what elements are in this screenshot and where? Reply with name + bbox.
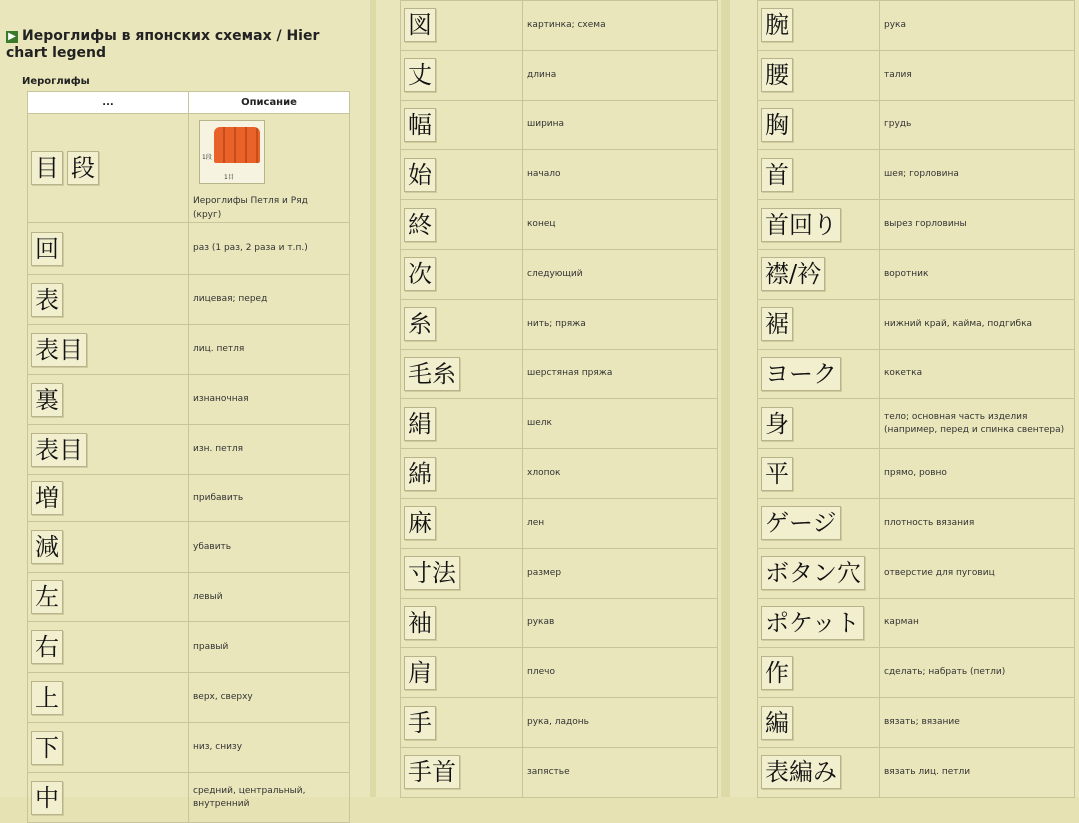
description-cell	[523, 598, 718, 648]
description-text: рукав	[527, 617, 555, 628]
description-text: лен	[527, 517, 545, 528]
table-row	[758, 498, 1075, 548]
kanji-cell	[758, 747, 880, 797]
kanji-glyph: ヨーク	[761, 357, 841, 391]
description-text: верх, сверху	[193, 692, 253, 702]
description-cell	[523, 50, 718, 100]
kanji-cell	[758, 1, 880, 51]
description-text: Иероглифы Петля и Ряд (круг)	[193, 196, 308, 220]
column-header: ...	[28, 92, 189, 114]
table-row	[401, 249, 718, 299]
table-row	[28, 475, 350, 522]
kanji-glyph: 始	[404, 158, 436, 192]
kanji-cell	[401, 747, 523, 797]
description-text: талия	[884, 69, 912, 80]
kanji-glyph: ポケット	[761, 606, 864, 640]
description-text: размер	[527, 567, 562, 578]
kanji-cell	[401, 1, 523, 51]
kanji-glyph: 腰	[761, 58, 793, 92]
table-row	[28, 325, 350, 375]
kanji-cell	[758, 449, 880, 499]
kanji-glyph: 段	[67, 151, 99, 185]
description-cell	[523, 299, 718, 349]
kanji-cell	[28, 773, 189, 823]
kanji-glyph: 身	[761, 407, 793, 441]
table-row	[401, 299, 718, 349]
kanji-glyph: 終	[404, 208, 436, 242]
kanji-cell	[401, 100, 523, 150]
kanji-glyph: 下	[31, 731, 63, 765]
description-text: плотность вязания	[884, 517, 975, 528]
knit-swatch-image	[199, 120, 265, 184]
kanji-glyph: 首	[761, 158, 793, 192]
kanji-glyph: 絹	[404, 407, 436, 441]
description-text: лицевая; перед	[193, 294, 268, 304]
description-text: рука, ладонь	[527, 717, 589, 728]
description-cell	[523, 449, 718, 499]
table-row	[758, 747, 1075, 797]
kanji-cell	[758, 299, 880, 349]
kanji-cell	[401, 698, 523, 748]
description-text: длина	[527, 69, 557, 80]
kanji-glyph: ゲージ	[761, 506, 841, 540]
description-cell	[880, 150, 1075, 200]
table-row	[401, 498, 718, 548]
kanji-glyph: 回	[31, 232, 63, 266]
table-row	[401, 698, 718, 748]
description-cell	[523, 100, 718, 150]
description-text: шерстяная пряжа	[527, 368, 613, 379]
description-cell	[189, 573, 350, 622]
description-text: кокетка	[884, 368, 923, 379]
description-cell	[880, 698, 1075, 748]
kanji-cell	[28, 375, 189, 425]
kanji-glyph: 表目	[31, 333, 87, 367]
description-text: сделать; набрать (петли)	[884, 667, 1006, 678]
table-row	[401, 1, 718, 51]
kanji-glyph: 幅	[404, 108, 436, 142]
kanji-cell	[758, 150, 880, 200]
kanji-cell	[28, 114, 189, 223]
kanji-cell	[28, 275, 189, 325]
kanji-glyph: ボタン穴	[761, 556, 865, 590]
kanji-cell	[28, 475, 189, 522]
kanji-cell	[28, 673, 189, 723]
kanji-glyph: 平	[761, 457, 793, 491]
kanji-cell	[758, 598, 880, 648]
kanji-cell	[28, 425, 189, 475]
description-cell	[523, 498, 718, 548]
kanji-glyph: 次	[404, 257, 436, 291]
description-cell	[880, 548, 1075, 598]
kanji-cell	[401, 50, 523, 100]
table-row	[28, 573, 350, 622]
table-row	[758, 449, 1075, 499]
kanji-glyph: 作	[761, 656, 793, 690]
kanji-cell	[401, 399, 523, 449]
description-cell	[189, 673, 350, 723]
kanji-cell	[401, 349, 523, 399]
table-row	[28, 114, 350, 223]
description-cell	[523, 548, 718, 598]
kanji-glyph: 毛糸	[404, 357, 460, 391]
table-row	[401, 548, 718, 598]
table-row	[28, 723, 350, 773]
description-text: начало	[527, 169, 561, 180]
description-cell	[523, 1, 718, 51]
table-row	[401, 598, 718, 648]
kanji-glyph: 右	[31, 630, 63, 664]
description-text: средний, центральный, внутренний	[193, 785, 306, 809]
kanji-cell	[401, 498, 523, 548]
table-row	[401, 648, 718, 698]
stitch-tick-label: 1目	[224, 174, 234, 181]
description-text: рука	[884, 19, 906, 30]
kanji-cell	[28, 522, 189, 573]
table-row	[758, 648, 1075, 698]
table-row	[401, 200, 718, 250]
description-cell	[523, 399, 718, 449]
description-cell	[523, 747, 718, 797]
kanji-cell	[401, 548, 523, 598]
description-text: нижний край, кайма, подгибка	[884, 318, 1033, 329]
kanji-glyph: 裾	[761, 307, 793, 341]
description-cell	[880, 50, 1075, 100]
description-text: лиц. петля	[193, 344, 245, 354]
kanji-cell	[401, 598, 523, 648]
description-cell	[189, 622, 350, 673]
description-text: нить; пряжа	[527, 318, 586, 329]
kanji-cell	[758, 698, 880, 748]
description-cell	[189, 773, 350, 823]
kanji-glyph: 表編み	[761, 755, 841, 789]
description-cell	[523, 698, 718, 748]
table-row	[758, 150, 1075, 200]
table-row	[758, 249, 1075, 299]
description-cell	[523, 150, 718, 200]
description-text: воротник	[884, 268, 929, 279]
description-cell	[189, 522, 350, 573]
table-row	[758, 399, 1075, 449]
table-row	[401, 50, 718, 100]
description-text: убавить	[193, 541, 232, 552]
kanji-cell	[28, 723, 189, 773]
kanji-cell	[401, 249, 523, 299]
kanji-cell	[758, 50, 880, 100]
description-cell	[880, 747, 1075, 797]
kanji-glyph: 腕	[761, 8, 793, 42]
kanji-glyph: 綿	[404, 457, 436, 491]
description-text: плечо	[527, 667, 555, 678]
kanji-glyph: 目	[31, 151, 63, 185]
description-text: следующий	[527, 268, 583, 279]
kanji-cell	[758, 200, 880, 250]
kanji-glyph: 編	[761, 706, 793, 740]
kanji-glyph: 胸	[761, 108, 793, 142]
kanji-glyph: 上	[31, 681, 63, 715]
kanji-glyph: 丈	[404, 58, 436, 92]
description-cell	[880, 399, 1075, 449]
table-row	[28, 425, 350, 475]
table-row	[758, 100, 1075, 150]
description-cell	[189, 275, 350, 325]
description-text: карман	[884, 617, 919, 628]
kanji-glyph: 襟/衿	[761, 257, 825, 291]
table-row	[401, 100, 718, 150]
kanji-cell	[401, 449, 523, 499]
description-text: прямо, ровно	[884, 468, 947, 479]
table-row	[758, 548, 1075, 598]
kanji-glyph: 寸法	[404, 556, 460, 590]
kanji-cell	[28, 325, 189, 375]
legend-table-left	[27, 91, 350, 823]
kanji-cell	[758, 249, 880, 299]
kanji-glyph: 肩	[404, 656, 436, 690]
kanji-glyph: 糸	[404, 307, 436, 341]
description-cell	[189, 114, 350, 223]
kanji-cell	[758, 498, 880, 548]
table-row	[758, 50, 1075, 100]
description-cell	[523, 249, 718, 299]
table-row	[758, 598, 1075, 648]
description-cell	[880, 200, 1075, 250]
description-text: раз (1 раз, 2 раза и т.п.)	[193, 243, 308, 253]
description-text: конец	[527, 219, 556, 230]
description-text: прибавить	[193, 492, 244, 503]
description-text: правый	[193, 641, 229, 652]
table-row	[758, 698, 1075, 748]
description-cell	[880, 648, 1075, 698]
table-row	[28, 375, 350, 425]
legend-table-middle	[400, 0, 718, 798]
table-row	[401, 449, 718, 499]
description-cell	[189, 475, 350, 522]
description-text: шелк	[527, 418, 552, 429]
table-row	[28, 223, 350, 275]
kanji-glyph: 増	[31, 481, 63, 515]
kanji-cell	[758, 399, 880, 449]
table-row	[401, 349, 718, 399]
kanji-cell	[758, 349, 880, 399]
kanji-cell	[401, 299, 523, 349]
description-text: низ, снизу	[193, 742, 243, 752]
description-text: вязать лиц. петли	[884, 766, 971, 777]
kanji-glyph: 減	[31, 530, 63, 564]
arrow-right-icon[interactable]: ▶	[6, 31, 18, 43]
description-text: тело; основная часть изделия (например, перед и спинка свентера)	[884, 411, 1065, 435]
kanji-cell	[758, 648, 880, 698]
kanji-glyph: 表	[31, 283, 63, 317]
kanji-glyph: 手首	[404, 755, 460, 789]
kanji-cell	[758, 548, 880, 598]
table-row	[758, 200, 1075, 250]
description-text: грудь	[884, 119, 912, 130]
table-row	[28, 622, 350, 673]
kanji-cell	[401, 200, 523, 250]
description-cell	[880, 249, 1075, 299]
table-row	[28, 773, 350, 823]
table-row	[28, 275, 350, 325]
description-cell	[189, 375, 350, 425]
description-text: левый	[193, 591, 223, 602]
legend-table-right	[757, 0, 1075, 798]
description-cell	[189, 325, 350, 375]
table-header-row	[28, 92, 350, 114]
kanji-cell	[401, 150, 523, 200]
description-text: изнаночная	[193, 394, 249, 404]
row-tick-label: 1段	[202, 154, 212, 161]
description-cell	[523, 648, 718, 698]
description-cell	[880, 449, 1075, 499]
table-row	[758, 1, 1075, 51]
description-text: хлопок	[527, 468, 561, 479]
description-text: изн. петля	[193, 444, 244, 454]
description-cell	[880, 598, 1075, 648]
kanji-glyph: 袖	[404, 606, 436, 640]
page-title-text: Иероглифы в японских схемах / Hier chart legend	[6, 28, 320, 61]
description-text: отверстие для пуговиц	[884, 567, 995, 578]
table-row	[401, 150, 718, 200]
kanji-glyph: 首回り	[761, 208, 841, 242]
section-label: Иероглифы	[22, 76, 90, 87]
description-cell	[189, 425, 350, 475]
table-row	[401, 747, 718, 797]
panel-gap	[721, 0, 730, 797]
kanji-glyph: 裏	[31, 383, 63, 417]
knit-stitches	[214, 127, 260, 163]
description-text: картинка; схема	[527, 19, 606, 30]
kanji-glyph: 手	[404, 706, 436, 740]
description-text: вязать; вязание	[884, 717, 960, 728]
description-cell	[880, 299, 1075, 349]
column-header: Описание	[189, 92, 350, 114]
table-row	[28, 522, 350, 573]
description-text: вырез горловины	[884, 219, 967, 230]
table-row	[401, 399, 718, 449]
description-text: шея; горловина	[884, 169, 959, 180]
description-cell	[880, 1, 1075, 51]
description-text: запястье	[527, 766, 570, 777]
description-cell	[880, 349, 1075, 399]
description-cell	[880, 100, 1075, 150]
kanji-glyph: 左	[31, 580, 63, 614]
description-cell	[189, 723, 350, 773]
kanji-cell	[28, 622, 189, 673]
kanji-cell	[28, 573, 189, 622]
description-cell	[189, 223, 350, 275]
kanji-cell	[401, 648, 523, 698]
table-row	[28, 673, 350, 723]
description-cell	[523, 200, 718, 250]
page-title	[6, 28, 346, 62]
kanji-glyph: 表目	[31, 433, 87, 467]
description-cell	[880, 498, 1075, 548]
table-row	[758, 349, 1075, 399]
kanji-cell	[758, 100, 880, 150]
description-cell	[523, 349, 718, 399]
kanji-glyph: 麻	[404, 506, 436, 540]
table-row	[758, 299, 1075, 349]
kanji-cell	[28, 223, 189, 275]
kanji-glyph: 図	[404, 8, 436, 42]
kanji-glyph: 中	[31, 781, 63, 815]
description-text: ширина	[527, 119, 565, 130]
